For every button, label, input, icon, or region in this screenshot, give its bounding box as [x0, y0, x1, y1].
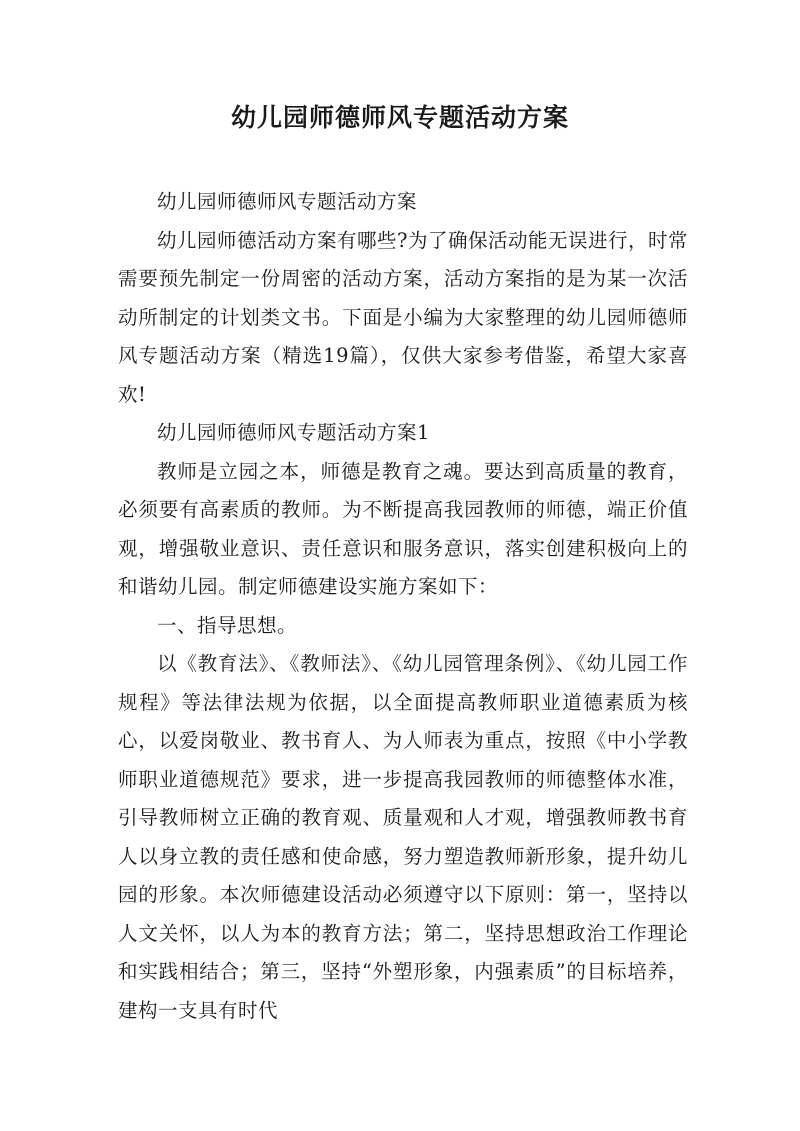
paragraph-preface: 教师是立园之本，师德是教育之魂。要达到高质量的教育，必须要有高素质的教师。为不断提高我园教师的师德，端正价值观，增强敬业意识、责任意识和服务意识，落实创建积极向上的和谐幼儿园。制定师德建设实施方案如下：	[118, 459, 688, 598]
paragraph-section-heading: 幼儿园师德师风专题活动方案1	[157, 421, 430, 444]
document-title: 幼儿园师德师风专题活动方案	[230, 103, 569, 132]
paragraph-subtitle: 幼儿园师德师风专题活动方案	[157, 190, 418, 213]
document-body	[118, 183, 688, 1030]
paragraph-intro: 幼儿园师德活动方案有哪些?为了确保活动能无误进行，时常需要预先制定一份周密的活动方案，活动方案指的是为某一次活动所制定的计划类文书。下面是小编为大家整理的幼儿园师德师风专题活动方案（精选19篇），仅供大家参考借鉴，希望大家喜欢!	[118, 228, 688, 406]
paragraph-guiding-text: 以《教育法》、《教师法》、《幼儿园管理条例》、《幼儿园工作规程》等法律法规为依据，以全面提高教师职业道德素质为核心，以爱岗敬业、教书育人、为人师表为重点，按照《中小学教师职业道德规范》要求，进一步提高我园教师的师德整体水准，引导教师树立正确的教育观、质量观和人才观，增强教师教书育人以身立教的责任感和使命感，努力塑造教师新形象，提升幼儿园的形象。本次师德建设活动必须遵守以下原则：第一，坚持以人文关怀，以人为本的教育方法；第二，坚持思想政治工作理论和实践相结合；第三，坚持“外塑形象，内强素质”的目标培养，建构一支具有时代	[118, 652, 688, 1022]
paragraph-guiding-heading: 一、指导思想。	[157, 613, 298, 637]
